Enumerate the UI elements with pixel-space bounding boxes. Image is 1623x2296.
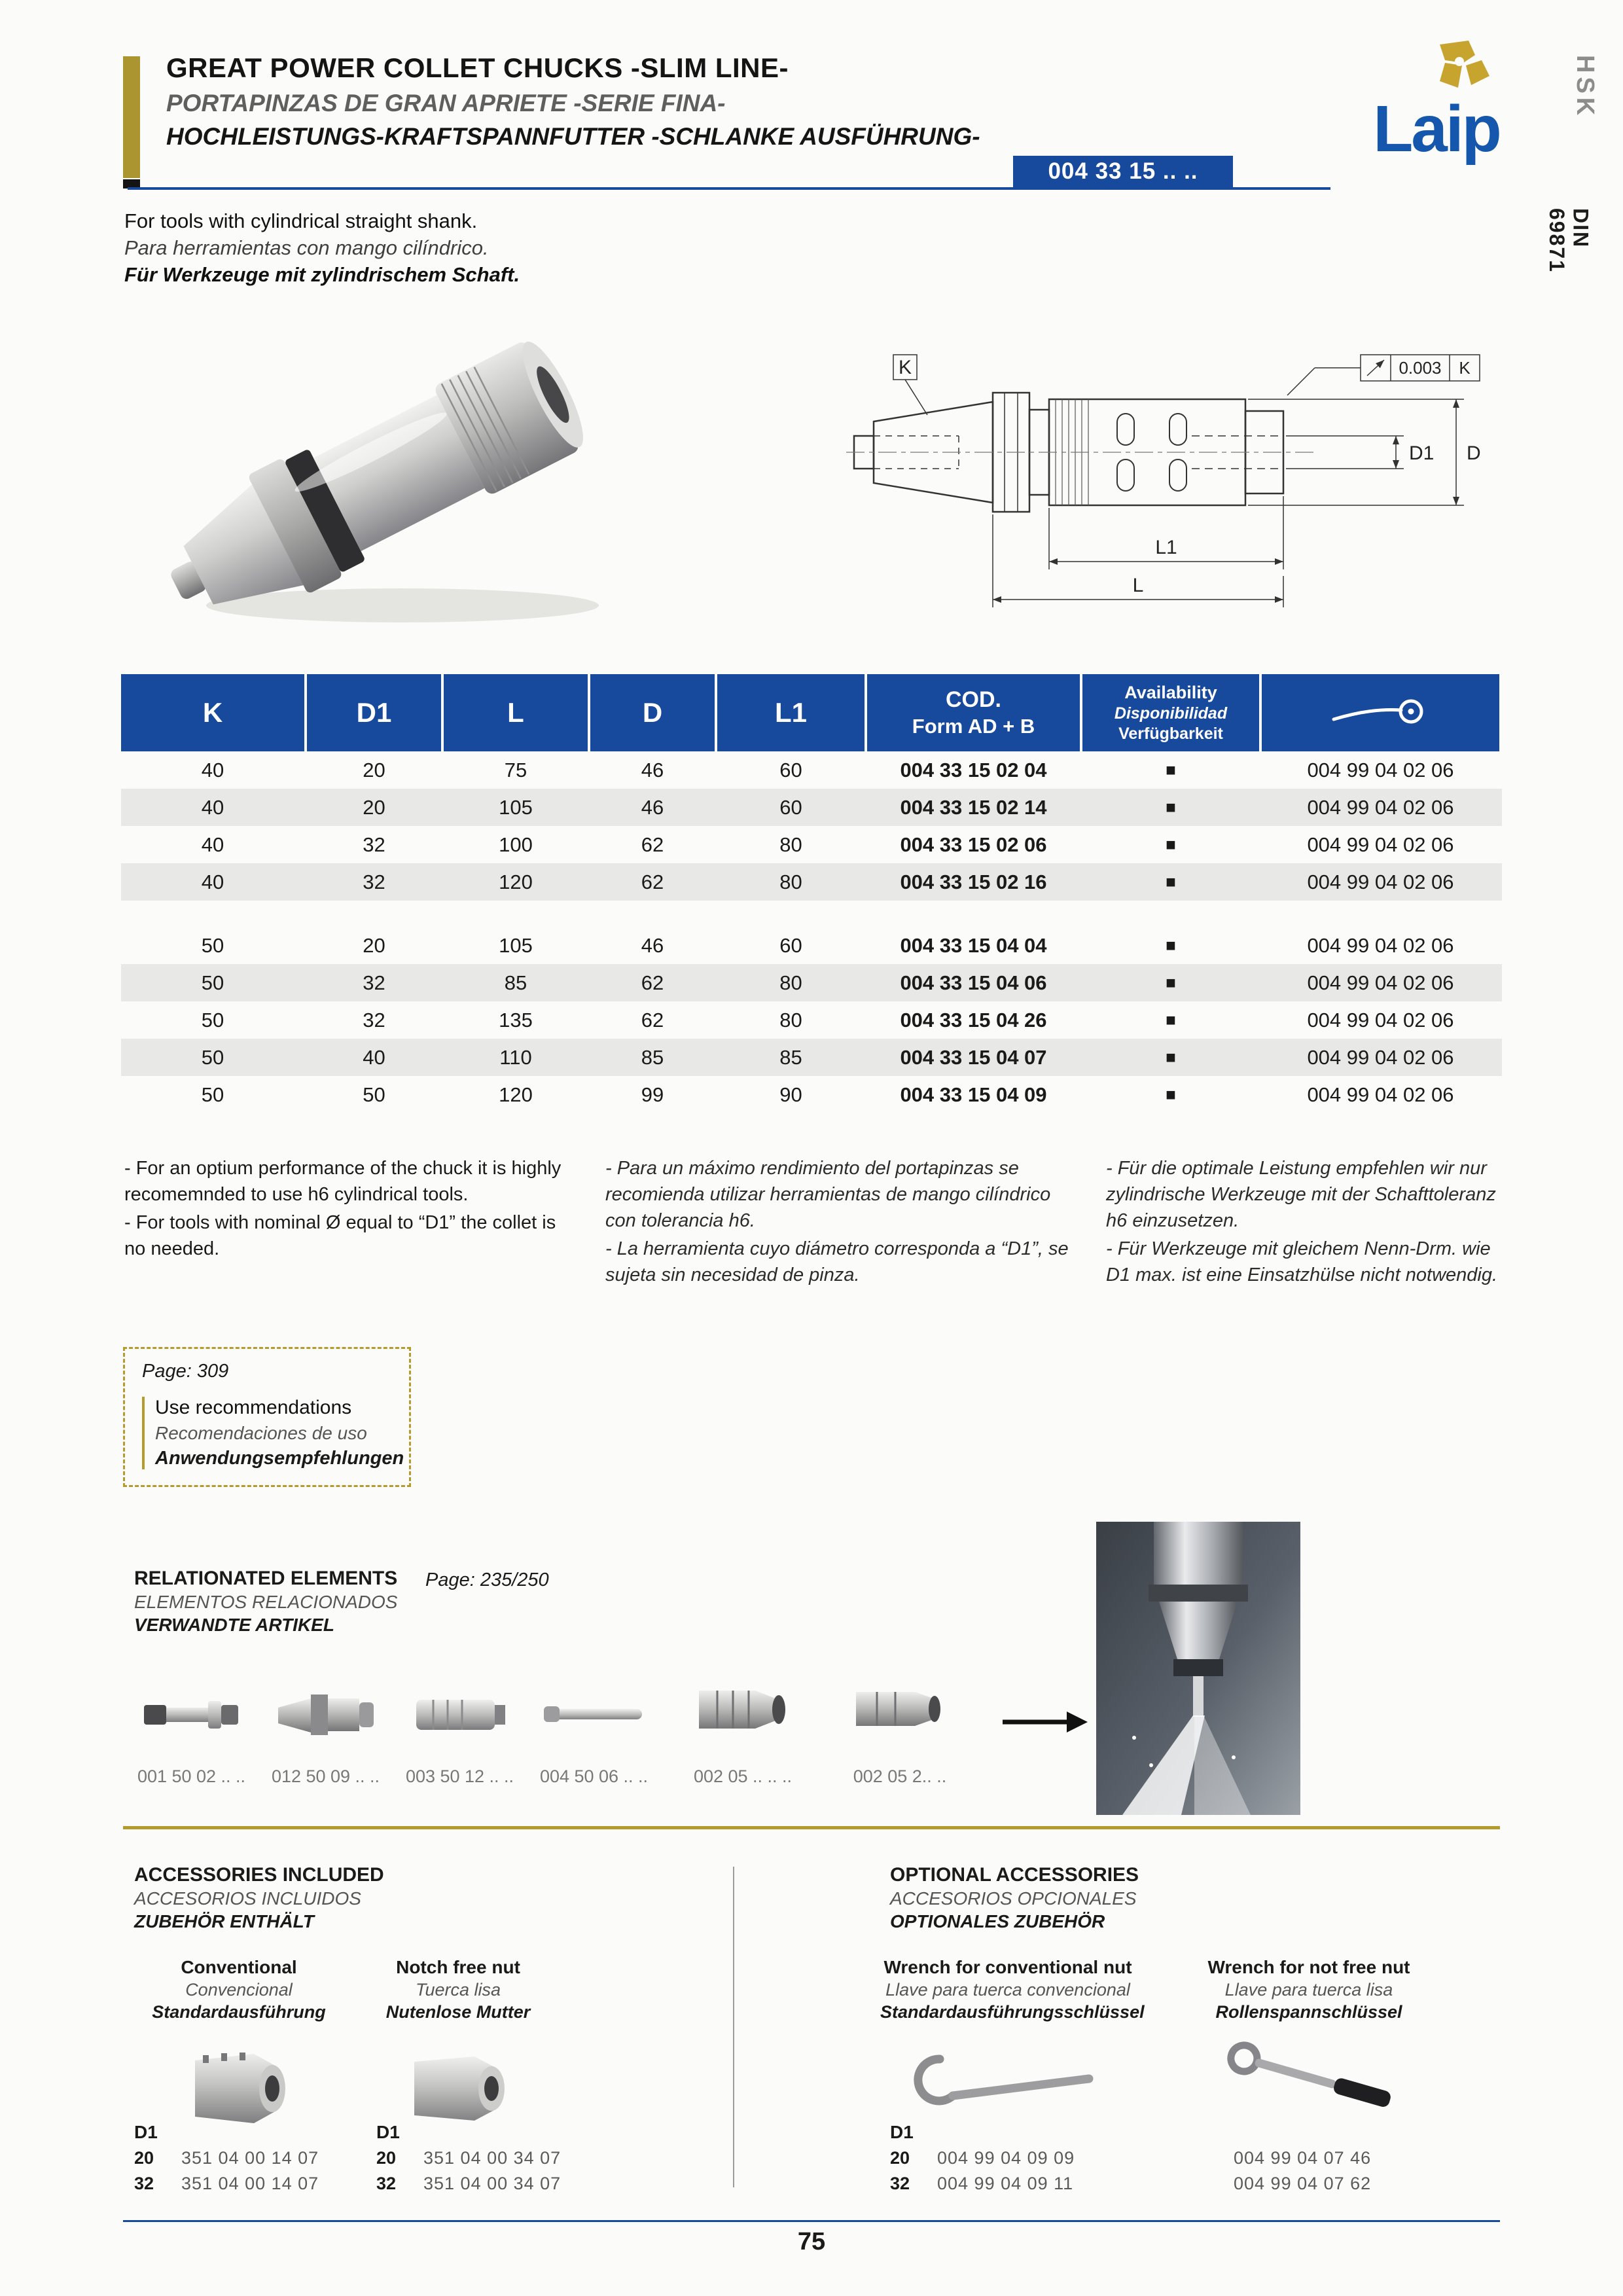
col-header-k-label: K xyxy=(202,697,223,728)
wrench2-code-table xyxy=(1234,2148,1371,2194)
col-header-l-label: L xyxy=(507,697,524,728)
code-value: 351 04 00 34 07 xyxy=(423,2148,562,2168)
dim-label-l1: L1 xyxy=(1155,537,1177,558)
code-value: 004 99 04 09 09 xyxy=(937,2148,1075,2168)
cell-d1: 20 xyxy=(363,795,385,819)
optional-accessories-title xyxy=(890,1864,1139,1932)
cell-d1: 32 xyxy=(363,833,385,856)
related-item-code: 012 50 09 .. .. xyxy=(271,1767,380,1786)
table-row xyxy=(121,751,1502,789)
related-title-es: ELEMENTOS RELACIONADOS xyxy=(134,1592,398,1612)
accessory-code-row xyxy=(134,2174,319,2194)
cell-availability: ■ xyxy=(1166,872,1176,891)
d1-value: 32 xyxy=(376,2174,397,2193)
cell-l1: 60 xyxy=(779,933,802,957)
availability-header-de: Verfügbarkeit xyxy=(1118,724,1223,743)
table-header xyxy=(121,674,1502,751)
related-title-de: VERWANDTE ARTIKEL xyxy=(134,1615,334,1635)
wrench-icon xyxy=(1329,693,1433,732)
cell-cod: 004 33 15 02 04 xyxy=(900,758,1047,781)
accessory-conventional xyxy=(151,1957,327,2138)
cell-k: 50 xyxy=(201,1083,224,1106)
section-divider xyxy=(123,1826,1500,1829)
cell-d: 46 xyxy=(641,795,664,819)
dim-label-d1: D1 xyxy=(1409,442,1435,464)
cell-l: 105 xyxy=(499,795,533,819)
cell-wrench-code: 004 99 04 02 06 xyxy=(1307,971,1454,994)
table-row xyxy=(121,1001,1502,1039)
wrench1-name-de: Standardausführungsschlüssel xyxy=(880,2002,1145,2022)
accessory-code-row xyxy=(890,2148,1075,2168)
cell-availability: ■ xyxy=(1166,973,1176,992)
cell-l1: 60 xyxy=(779,758,802,781)
related-item-code: 003 50 12 .. .. xyxy=(405,1767,514,1786)
cell-d: 62 xyxy=(641,870,664,893)
wrench2-name-en: Wrench for not free nut xyxy=(1207,1957,1410,1977)
accessories-divider xyxy=(733,1867,734,2187)
note-de xyxy=(1106,1155,1505,1290)
cell-availability: ■ xyxy=(1166,1085,1176,1104)
page-title-es: PORTAPINZAS DE GRAN APRIETE -SERIE FINA- xyxy=(166,90,726,117)
cell-d: 62 xyxy=(641,833,664,856)
cell-k: 40 xyxy=(201,758,224,781)
side-din-line1: DIN xyxy=(1569,208,1593,249)
d1-value: 32 xyxy=(890,2174,910,2193)
cell-k: 40 xyxy=(201,795,224,819)
cell-d: 46 xyxy=(641,758,664,781)
accessory-code-row xyxy=(1234,2174,1371,2194)
table-row xyxy=(121,927,1502,964)
d1-label: D1 xyxy=(134,2122,158,2142)
cell-cod: 004 33 15 02 16 xyxy=(900,870,1047,893)
intro-text xyxy=(124,209,844,287)
cell-cod: 004 33 15 02 14 xyxy=(900,795,1047,819)
footer-rule xyxy=(123,2220,1500,2222)
notch-free-code-table xyxy=(376,2122,561,2194)
application-photo xyxy=(1096,1522,1300,1815)
col-header-wrench xyxy=(1262,674,1499,751)
accessories-title-en: ACCESSORIES INCLUDED xyxy=(134,1864,384,1886)
cell-l: 105 xyxy=(499,933,533,957)
recommendation-lines xyxy=(142,1397,404,1469)
product-photo xyxy=(141,298,658,645)
cell-wrench-code: 004 99 04 02 06 xyxy=(1307,933,1454,957)
use-recommendations-box xyxy=(123,1347,411,1487)
code-value: 351 04 00 14 07 xyxy=(181,2174,319,2193)
note-es-line1: - Para un máximo rendimiento del portapinzas se recomienda utilizar herramientas de mango cilíndrico con tolerancia h6. xyxy=(605,1158,1051,1232)
dim-label-l: L xyxy=(1132,575,1144,596)
d1-value: 20 xyxy=(134,2148,154,2168)
cell-wrench-code: 004 99 04 02 06 xyxy=(1307,833,1454,856)
arrow-icon xyxy=(1000,1706,1088,1738)
technical-drawing xyxy=(828,295,1495,651)
dim-label-k: K xyxy=(898,357,912,378)
cell-l1: 85 xyxy=(779,1045,802,1069)
d1-value: 20 xyxy=(890,2148,910,2168)
cell-l1: 80 xyxy=(779,833,802,856)
col-header-l1 xyxy=(717,674,865,751)
related-item-image xyxy=(404,1672,516,1757)
accessory-code-row xyxy=(376,2174,561,2194)
cell-availability: ■ xyxy=(1166,1010,1176,1030)
related-item-image xyxy=(270,1672,382,1757)
side-label-hsk: HSK xyxy=(1571,55,1599,120)
cell-k: 50 xyxy=(201,971,224,994)
cell-cod: 004 33 15 04 09 xyxy=(900,1083,1047,1106)
cell-availability: ■ xyxy=(1166,1047,1176,1067)
cell-d: 62 xyxy=(641,1008,664,1031)
col-header-d-label: D xyxy=(642,697,663,728)
col-header-l1-label: L1 xyxy=(774,697,807,728)
col-header-l xyxy=(444,674,588,751)
intro-en: For tools with cylindrical straight shank. xyxy=(124,209,478,232)
table-row xyxy=(121,1039,1502,1076)
cell-d1: 32 xyxy=(363,1008,385,1031)
cell-wrench-code: 004 99 04 02 06 xyxy=(1307,1045,1454,1069)
intro-de: Für Werkzeuge mit zylindrischem Schaft. xyxy=(124,263,520,286)
cell-d1: 20 xyxy=(363,758,385,781)
cell-l: 135 xyxy=(499,1008,533,1031)
cell-l: 85 xyxy=(504,971,527,994)
note-de-line2: - Für Werkzeuge mit gleichem Nenn-Drm. wie D1 max. ist eine Einsatzhülse nicht notwendig. xyxy=(1106,1238,1498,1286)
d1-value: 20 xyxy=(376,2148,397,2168)
col-header-cod xyxy=(867,674,1080,751)
wrench2-name-es: Llave para tuerca lisa xyxy=(1224,1980,1393,2000)
cell-availability: ■ xyxy=(1166,797,1176,817)
intro-es: Para herramientas con mango cilíndrico. xyxy=(124,236,489,259)
optional-title-es: ACCESORIOS OPCIONALES xyxy=(890,1888,1137,1909)
code-value: 004 99 04 09 11 xyxy=(937,2174,1074,2193)
notch-name-de: Nutenlose Mutter xyxy=(385,2002,531,2022)
cell-d: 99 xyxy=(641,1083,664,1106)
related-item xyxy=(124,1672,259,1787)
related-item xyxy=(527,1672,661,1787)
code-value: 004 99 04 07 62 xyxy=(1234,2174,1372,2193)
cell-availability: ■ xyxy=(1166,935,1176,955)
cell-cod: 004 33 15 04 07 xyxy=(900,1045,1047,1069)
cell-l: 100 xyxy=(499,833,533,856)
cell-wrench-code: 004 99 04 02 06 xyxy=(1307,1083,1454,1106)
roller-wrench-image xyxy=(1211,2039,1407,2138)
related-item-image xyxy=(838,1666,962,1757)
cell-cod: 004 33 15 04 26 xyxy=(900,1008,1047,1031)
conventional-name-es: Convencional xyxy=(185,1980,293,2000)
cell-d: 85 xyxy=(641,1045,664,1069)
cell-d1: 20 xyxy=(363,933,385,957)
product-code-box: 004 33 15 .. .. xyxy=(1013,156,1233,187)
table-row xyxy=(121,863,1502,901)
cell-l1: 80 xyxy=(779,1008,802,1031)
code-value: 351 04 00 14 07 xyxy=(181,2148,319,2168)
page-number: 75 xyxy=(797,2228,826,2255)
cell-wrench-code: 004 99 04 02 06 xyxy=(1307,795,1454,819)
related-item-code: 001 50 02 .. .. xyxy=(137,1767,246,1786)
conventional-name-de: Standardausführung xyxy=(152,2002,326,2022)
note-es xyxy=(605,1155,1077,1290)
accessory-wrench-roller xyxy=(1198,1957,1420,2138)
note-en xyxy=(124,1155,576,1264)
availability-header-en: Availability xyxy=(1124,682,1217,702)
notch-name-en: Notch free nut xyxy=(396,1957,520,1977)
accessory-code-row xyxy=(890,2174,1075,2194)
side-label-din xyxy=(1544,208,1593,273)
note-en-line1: - For an optium performance of the chuck it is highly recomemnded to use h6 cylindrical tools. xyxy=(124,1158,562,1206)
col-header-d1 xyxy=(307,674,441,751)
cell-wrench-code: 004 99 04 02 06 xyxy=(1307,1008,1454,1031)
note-es-line2: - La herramienta cuyo diámetro corresponda a “D1”, se sujeta sin necesidad de pinza. xyxy=(605,1238,1069,1286)
side-din-line2: 69871 xyxy=(1544,208,1569,273)
header-accent-bar xyxy=(123,56,140,178)
accessories-included-title xyxy=(134,1864,384,1932)
accessory-code-row xyxy=(376,2148,561,2168)
conventional-code-table xyxy=(134,2122,319,2194)
related-item xyxy=(661,1666,825,1787)
related-item-image xyxy=(681,1666,805,1757)
cell-d: 62 xyxy=(641,971,664,994)
related-item xyxy=(825,1666,975,1787)
cell-d1: 40 xyxy=(363,1045,385,1069)
page-title-de: HOCHLEISTUNGS-KRAFTSPANNFUTTER -SCHLANKE AUSFÜHRUNG- xyxy=(166,123,980,150)
hook-wrench-image xyxy=(910,2039,1106,2118)
table-row xyxy=(121,789,1502,826)
cod-header-line2: Form AD + B xyxy=(912,715,1035,738)
tolerance-value: 0.003 xyxy=(1399,358,1442,378)
recommendation-en: Use recommendations xyxy=(155,1397,352,1418)
related-item xyxy=(259,1672,393,1787)
page-title: GREAT POWER COLLET CHUCKS -SLIM LINE- xyxy=(166,52,789,83)
accessory-wrench-conventional xyxy=(880,1957,1145,2118)
d1-label: D1 xyxy=(890,2122,914,2142)
cell-wrench-code: 004 99 04 02 06 xyxy=(1307,870,1454,893)
note-de-line1: - Für die optimale Leistung empfehlen wir nur zylindrische Werkzeuge mit der Schafttoleranz h6 einzusetzen. xyxy=(1106,1158,1496,1232)
cell-l: 120 xyxy=(499,1083,533,1106)
wrench1-name-en: Wrench for conventional nut xyxy=(883,1957,1132,1977)
header-rule xyxy=(128,187,1330,190)
note-en-line2: - For tools with nominal Ø equal to “D1” the collet is no needed. xyxy=(124,1212,556,1260)
wrench1-code-table xyxy=(890,2122,1075,2194)
cell-d: 46 xyxy=(641,933,664,957)
cell-d1: 50 xyxy=(363,1083,385,1106)
dim-label-d: D xyxy=(1467,442,1481,464)
d1-value: 32 xyxy=(134,2174,154,2193)
col-header-k xyxy=(121,674,304,751)
cell-k: 40 xyxy=(201,833,224,856)
related-page-ref: Page: 235/250 xyxy=(425,1570,549,1590)
col-header-d xyxy=(590,674,715,751)
cell-l1: 90 xyxy=(779,1083,802,1106)
related-item-image xyxy=(136,1672,247,1757)
cell-d1: 32 xyxy=(363,870,385,893)
cell-d1: 32 xyxy=(363,971,385,994)
cell-k: 50 xyxy=(201,1008,224,1031)
table-row xyxy=(121,1076,1502,1113)
recommendation-es: Recomendaciones de uso xyxy=(155,1423,367,1443)
related-item-code: 002 05 .. .. .. xyxy=(693,1767,793,1786)
cell-k: 40 xyxy=(201,870,224,893)
cell-availability: ■ xyxy=(1166,834,1176,854)
related-item-code: 002 05 2.. .. xyxy=(853,1767,947,1786)
cell-k: 50 xyxy=(201,933,224,957)
related-item-image xyxy=(539,1672,650,1757)
logo-mark-icon xyxy=(1420,41,1493,97)
cell-l: 75 xyxy=(504,758,527,781)
table-row xyxy=(121,826,1502,863)
cell-l: 120 xyxy=(499,870,533,893)
dimensions-table xyxy=(121,674,1502,1113)
accessory-notch-free-nut xyxy=(363,1957,553,2138)
cell-availability: ■ xyxy=(1166,760,1176,780)
cell-cod: 004 33 15 02 06 xyxy=(900,833,1047,856)
d1-label: D1 xyxy=(376,2122,400,2142)
notch-name-es: Tuerca lisa xyxy=(415,1980,501,2000)
cell-cod: 004 33 15 04 06 xyxy=(900,971,1047,994)
conventional-name-en: Conventional xyxy=(181,1957,297,1977)
col-header-availability xyxy=(1082,674,1259,751)
cell-cod: 004 33 15 04 04 xyxy=(900,933,1047,957)
accessory-code-row xyxy=(134,2148,319,2168)
optional-title-de: OPTIONALES ZUBEHÖR xyxy=(890,1911,1105,1931)
related-item-code: 004 50 06 .. .. xyxy=(539,1767,649,1786)
cell-k: 50 xyxy=(201,1045,224,1069)
cell-l: 110 xyxy=(499,1045,532,1069)
logo xyxy=(1348,41,1525,166)
logo-text: Laip xyxy=(1373,92,1500,166)
related-title-en: RELATIONATED ELEMENTS xyxy=(134,1568,398,1589)
related-item xyxy=(393,1672,527,1787)
accessory-code-row xyxy=(1234,2148,1371,2168)
cell-l1: 60 xyxy=(779,795,802,819)
cell-wrench-code: 004 99 04 02 06 xyxy=(1307,758,1454,781)
wrench2-name-de: Rollenspannschlüssel xyxy=(1215,2002,1402,2022)
code-value: 004 99 04 07 46 xyxy=(1234,2148,1372,2168)
related-elements-title xyxy=(134,1568,397,1636)
table-group-gap xyxy=(121,901,1502,927)
optional-title-en: OPTIONAL ACCESSORIES xyxy=(890,1864,1139,1886)
header-titles xyxy=(166,52,1096,151)
availability-header-es: Disponibilidad xyxy=(1114,704,1228,723)
accessories-title-es: ACCESORIOS INCLUIDOS xyxy=(134,1888,361,1909)
recommendation-page-ref: Page: 309 xyxy=(142,1361,229,1382)
cell-l1: 80 xyxy=(779,870,802,893)
wrench1-name-es: Llave para tuerca convencional xyxy=(885,1980,1130,2000)
cod-header-line1: COD. xyxy=(946,687,1001,712)
recommendation-de: Anwendungsempfehlungen xyxy=(155,1448,404,1469)
accessories-title-de: ZUBEHÖR ENTHÄLT xyxy=(134,1911,314,1931)
tolerance-ref: K xyxy=(1459,358,1471,378)
related-items-row xyxy=(124,1666,975,1787)
code-value: 351 04 00 34 07 xyxy=(423,2174,562,2193)
table-row xyxy=(121,964,1502,1001)
cell-l1: 80 xyxy=(779,971,802,994)
col-header-d1-label: D1 xyxy=(356,697,392,728)
